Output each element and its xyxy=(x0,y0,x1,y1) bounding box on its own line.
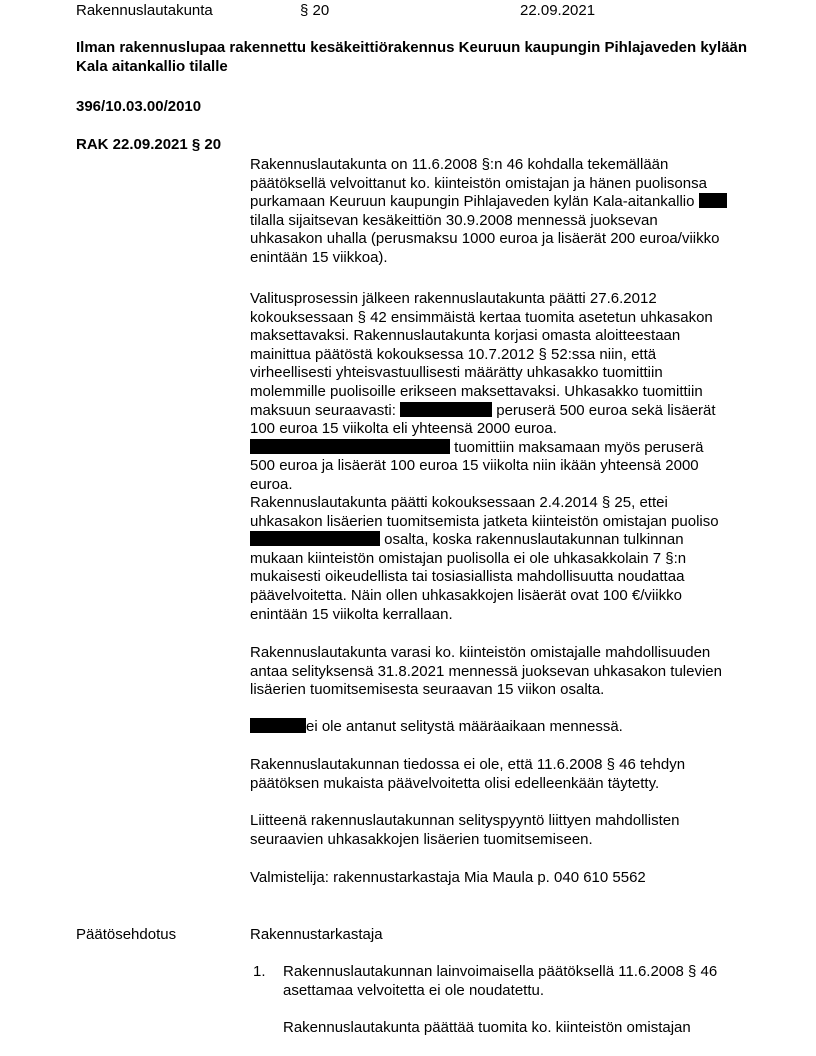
paragraph-5 xyxy=(250,718,730,737)
record-number: 396/10.03.00/2010 xyxy=(76,98,202,115)
paragraph-3-text-b: osalta, koska rakennuslautakunnan tulkinnan mukaan kiinteistön omistajan puolisolla ei ole uhkasakkolain 7 §:n mukaisesti oikeudellista tai tosiasiallista mahdollisuutta noudattaa päävelvoitetta. Näin ollen uhkasakkojen lisäerät ovat 100 €/viikko enintään 15 viikolta kerrallaan. xyxy=(250,531,687,623)
paragraph-1-text-b: tilalla sijaitsevan kesäkeittiön 30.9.2008 mennessä juoksevan uhkasakon uhalla (perusmaksu 1000 euroa ja lisäerät 200 euroa/viikko enintään 15 viikkoa). xyxy=(250,211,720,266)
paragraph-6: Rakennuslautakunnan tiedossa ei ole, että 11.6.2008 § 46 tehdyn päätöksen mukaista päävelvoitetta olisi edelleenkään täytetty. xyxy=(250,756,686,792)
list-item-text-continued: Rakennuslautakunta päättää tuomita ko. kiinteistön omistajan xyxy=(283,1019,691,1036)
header-date: 22.09.2021 xyxy=(520,2,596,19)
paragraph-3 xyxy=(250,494,730,624)
redaction-box xyxy=(250,718,306,733)
paragraph-5-text: ei ole antanut selitystä määräaikaan mennessä. xyxy=(306,718,623,735)
list-item-text: Rakennuslautakunnan lainvoimaisella päätöksellä 11.6.2008 § 46 asettamaa velvoitetta ei ole noudatettu. xyxy=(283,963,718,999)
redaction-box xyxy=(699,193,727,208)
paragraph-2-text-b: peruserä 500 euroa sekä lisäerät 100 euroa 15 viikolta eli yhteensä 2000 euroa. xyxy=(250,401,716,438)
paragraph-3-text-a: Rakennuslautakunta päätti kokouksessaan 2.4.2014 § 25, ettei uhkasakon lisäerien tuomitsemista jatketa kiinteistön omistajan puoliso xyxy=(250,494,719,530)
paragraph-7: Liitteenä rakennuslautakunnan selityspyyntö liittyen mahdollisten seuraavien uhkasakkojen lisäerien tuomitsemiseen. xyxy=(250,812,680,848)
paragraph-2-text-a: Valitusprosessin jälkeen rakennuslautakunta päätti 27.6.2012 kokouksessaan § 42 ensimmäistä kertaa tuomita asetetun uhkasakon maksettavaksi. Rakennuslautakunta korjasi omasta aloitteestaan mainittua päätöstä kokouksessa 10.7.2012 § 52:ssa niin, että virheellisesti yhteisvastuullisesti määrätty uhkasakko tuomittiin molemmille puolisoille erikseen maksettavaksi. Uhkasakko tuomittiin maksuun seuraavasti: xyxy=(250,290,713,419)
document-title: Ilman rakennuslupaa rakennettu kesäkeittiörakennus Keuruun kaupungin Pihlajaveden kylään Kala aitankallio tilalle xyxy=(76,39,748,75)
list-item-number: 1. xyxy=(253,963,266,980)
redaction-box xyxy=(400,402,492,417)
redaction-box xyxy=(250,531,380,546)
paragraph-4: Rakennuslautakunta varasi ko. kiinteistön omistajalle mahdollisuuden antaa selityksensä 31.8.2021 mennessä juoksevan uhkasakon tulevien lisäerien tuomitsemisesta seuraavan 15 viikon osalta. xyxy=(250,644,722,699)
meeting-reference: RAK 22.09.2021 § 20 xyxy=(76,136,222,153)
proposer: Rakennustarkastaja xyxy=(250,926,383,943)
paragraph-8: Valmistelija: rakennustarkastaja Mia Maula p. 040 610 5562 xyxy=(250,869,646,886)
paragraph-1 xyxy=(250,156,730,268)
redaction-box xyxy=(250,439,450,454)
paragraph-2-text-c: tuomittiin maksamaan myös peruserä 500 euroa ja lisäerät 100 euroa 15 viikolta niin ikään yhteensä 2000 euroa. xyxy=(250,438,704,493)
header-committee: Rakennuslautakunta xyxy=(76,2,213,19)
proposal-label: Päätösehdotus xyxy=(76,926,177,943)
paragraph-1-text-a: Rakennuslautakunta on 11.6.2008 §:n 46 kohdalla tekemällään päätöksellä velvoittanut ko. kiinteistön omistajan ja hänen puolisonsa purkamaan Keuruun kaupungin Pihlajaveden kylän Kala-aitankallio xyxy=(250,156,707,211)
paragraph-2 xyxy=(250,290,730,495)
header-section: § 20 xyxy=(300,2,330,19)
